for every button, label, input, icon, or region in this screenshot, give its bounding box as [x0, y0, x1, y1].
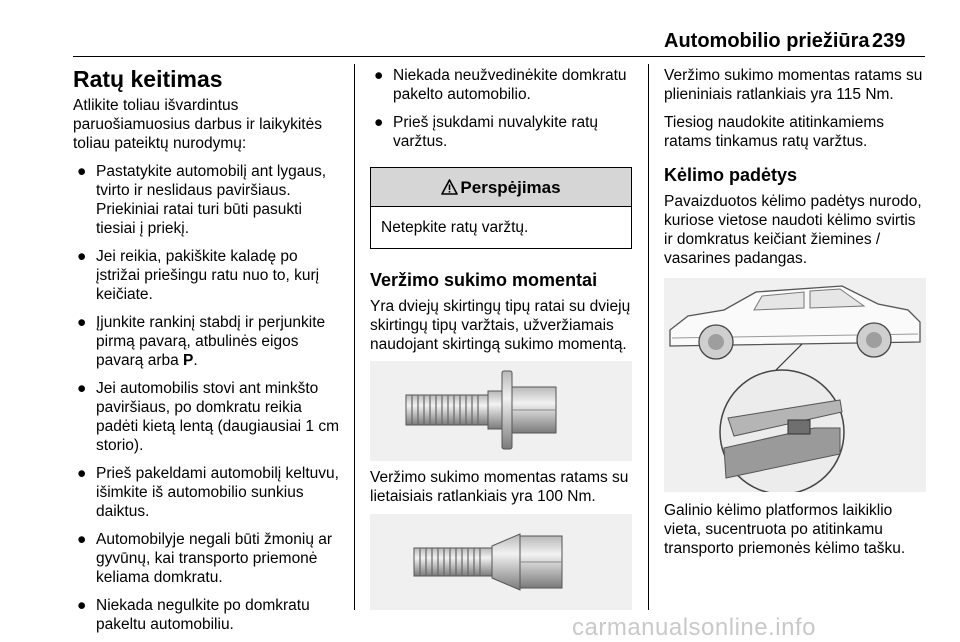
warning-triangle-icon	[441, 179, 458, 195]
gear-letter: P	[183, 352, 194, 369]
list-item: ● Prieš pakeldami automobilį keltuvu, išimkite iš automobilio sunkius daiktus.	[77, 465, 339, 520]
list-item: ● Jei automobilis stovi ant minkšto paviršiaus, po domkratu reikia padėti kietą lentą (daugiausiai 1 cm storio).	[77, 380, 339, 454]
watermark: carmanualsonline.info	[572, 614, 816, 641]
bullet-icon: ●	[77, 465, 87, 482]
list-item: ● Niekada negulkite po domkratu pakeltu automobiliu.	[77, 597, 310, 633]
alloy-torque-caption: Veržimo sukimo momentas ratams su lietaisiais ratlankiais yra 100 Nm.	[370, 469, 629, 505]
bullet-icon: ●	[77, 314, 87, 331]
section-heading-wheel-change: Ratų keitimas	[73, 66, 223, 92]
steel-bolt-illustration	[370, 514, 632, 610]
intro-paragraph: Atlikite toliau išvardintus paruošiamuosius darbus ir laikykitės toliau pateiktų nurodymų:	[73, 97, 322, 152]
column-3	[664, 66, 928, 558]
column-1	[73, 66, 345, 634]
list-item: ● Niekada neužvedinėkite domkratu pakelto automobilio.	[374, 67, 627, 103]
bullet-icon: ●	[374, 114, 384, 131]
torque-paragraph: Yra dviejų skirtingų tipų ratai su dviejų skirtingų tipų varžtais, užveržiamais naudojant skirtingą sukimo momentą.	[370, 298, 631, 353]
steel-torque-paragraph: Veržimo sukimo momentas ratams su plieniniais ratlankiais yra 115 Nm.	[664, 67, 923, 103]
warning-box	[370, 167, 632, 249]
wheel-bolt-illustration	[370, 361, 632, 461]
warning-title: Perspėjimas	[460, 177, 561, 197]
list-item: ● Jei reikia, pakiškite kaladę po įstrižai priešingu ratu nuo to, kurį keičiate.	[77, 248, 320, 303]
header-rule	[73, 56, 925, 57]
bullet-icon: ●	[77, 163, 87, 180]
warning-header	[371, 168, 631, 207]
lifting-point-image	[664, 278, 926, 492]
alloy-wheel-bolt-image	[370, 361, 632, 461]
lifting-point-caption: Galinio kėlimo platformos laikiklio vieta, sucentruota po atitinkamu transporto priemonės kėlimo tašku.	[664, 502, 906, 557]
bullet-icon: ●	[77, 597, 87, 614]
list-item: ● Pastatykite automobilį ant lygaus, tvirto ir neslidaus paviršiaus. Priekiniai ratai turi būti pasukti tiesiai į priekį.	[77, 163, 327, 237]
column-divider-2	[648, 64, 649, 610]
warning-text: Netepkite ratų varžtų.	[381, 219, 529, 236]
column-2	[370, 64, 632, 610]
bullet-icon: ●	[77, 380, 87, 397]
lifting-paragraph: Pavaizduotos kėlimo padėtys nurodo, kuriose vietose naudoti kėlimo svirtis ir domkratus keičiant žiemines / vasarines padangas.	[664, 193, 922, 267]
bullet-icon: ●	[77, 248, 87, 265]
precaution-list	[73, 162, 345, 634]
section-heading-lifting: Kėlimo padėtys	[664, 165, 798, 185]
list-item: ● Prieš įsukdami nuvalykite ratų varžtus.	[374, 114, 599, 150]
section-heading-torque: Veržimo sukimo momentai	[370, 270, 598, 290]
precaution-list-continued	[370, 66, 632, 151]
car-lift-point-illustration	[664, 278, 926, 492]
list-item: ● Automobilyje negali būti žmonių ar gyvūnų, kai transporto priemonė keliama domkratu.	[77, 531, 333, 586]
bolt-advice-paragraph: Tiesiog naudokite atitinkamiems ratams tinkamus ratų varžtus.	[664, 114, 884, 150]
page-number: 239	[872, 30, 906, 52]
page-header-title: Automobilio priežiūra	[664, 30, 870, 52]
column-divider-1	[354, 64, 355, 610]
steel-wheel-bolt-image	[370, 514, 632, 610]
bullet-icon: ●	[77, 531, 87, 548]
list-item: ● Įjunkite rankinį stabdį ir perjunkite pirmą pavarą, atbulinės eigos pavarą arba P.	[77, 314, 326, 369]
bullet-icon: ●	[374, 67, 384, 84]
